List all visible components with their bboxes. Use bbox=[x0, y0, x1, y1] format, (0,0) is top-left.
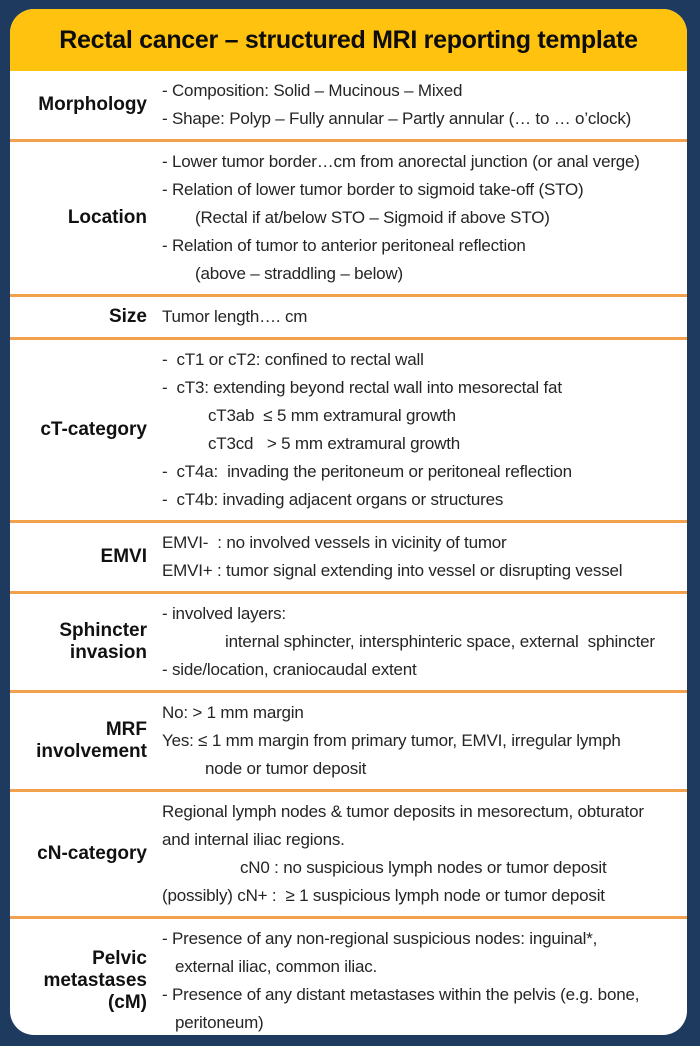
row-line: node or tumor deposit bbox=[205, 759, 367, 778]
row-line: - Shape: Polyp – Fully annular – Partly annular (… to … o’clock) bbox=[162, 109, 632, 128]
row-label-emvi: EMVI bbox=[100, 546, 147, 567]
row-line: cT3ab ≤ 5 mm extramural growth bbox=[208, 406, 456, 425]
row-line: cT3cd > 5 mm extramural growth bbox=[208, 434, 460, 453]
row-line: external iliac, common iliac. bbox=[175, 957, 378, 976]
report-table bbox=[10, 71, 687, 1035]
row-line: (above – straddling – below) bbox=[195, 264, 403, 283]
row-content-morphology bbox=[162, 77, 687, 133]
row-label-ct-category: cT-category bbox=[40, 419, 147, 440]
report-card bbox=[10, 9, 687, 1035]
row-line: Tumor length…. cm bbox=[162, 307, 308, 326]
row-ct-category bbox=[10, 337, 687, 520]
row-line: - involved layers: bbox=[162, 604, 286, 623]
row-label-sphincter-invasion: Sphincter invasion bbox=[59, 620, 147, 663]
row-label-cn-category: cN-category bbox=[37, 843, 147, 864]
row-content-sphincter-invasion bbox=[162, 600, 687, 684]
row-emvi bbox=[10, 520, 687, 591]
row-line: peritoneum) bbox=[175, 1013, 264, 1032]
row-content-emvi bbox=[162, 529, 687, 585]
row-label-mrf-involvement: MRF involvement bbox=[36, 719, 147, 762]
row-pelvic-metastases-cm bbox=[10, 916, 687, 1035]
row-line: and internal iliac regions. bbox=[162, 830, 345, 849]
row-content-size bbox=[162, 303, 687, 331]
row-line: - Relation of lower tumor border to sigmoid take-off (STO) bbox=[162, 180, 584, 199]
row-line: - cT4a: invading the peritoneum or peritoneal reflection bbox=[162, 462, 572, 481]
row-line: cN0 : no suspicious lymph nodes or tumor deposit bbox=[240, 858, 607, 877]
row-content-pelvic-metastases-cm bbox=[162, 925, 687, 1035]
row-label-size: Size bbox=[108, 306, 147, 327]
row-line: - cT4b: invading adjacent organs or structures bbox=[162, 490, 504, 509]
row-label-morphology: Morphology bbox=[38, 94, 147, 115]
row-line: EMVI+ : tumor signal extending into vessel or disrupting vessel bbox=[162, 561, 623, 580]
row-line: Regional lymph nodes & tumor deposits in mesorectum, obturator bbox=[162, 802, 644, 821]
row-line: - Relation of tumor to anterior peritoneal reflection bbox=[162, 236, 526, 255]
row-line: EMVI- : no involved vessels in vicinity of tumor bbox=[162, 533, 507, 552]
row-size bbox=[10, 294, 687, 337]
row-sphincter-invasion bbox=[10, 591, 687, 690]
page-title: Rectal cancer – structured MRI reporting template bbox=[59, 25, 638, 54]
row-line: - cT1 or cT2: confined to rectal wall bbox=[162, 350, 424, 369]
row-line: - side/location, craniocaudal extent bbox=[162, 660, 417, 679]
report-header bbox=[10, 9, 687, 71]
row-line: - Lower tumor border…cm from anorectal junction (or anal verge) bbox=[162, 152, 640, 171]
row-line: (possibly) cN+ : ≥ 1 suspicious lymph node or tumor deposit bbox=[162, 886, 605, 905]
row-mrf-involvement bbox=[10, 690, 687, 789]
row-location bbox=[10, 139, 687, 294]
row-label-pelvic-metastases-cm: Pelvic metastases (cM) bbox=[43, 948, 147, 1013]
row-line: - Composition: Solid – Mucinous – Mixed bbox=[162, 81, 463, 100]
row-label-location: Location bbox=[67, 207, 147, 228]
row-content-cn-category bbox=[162, 798, 687, 910]
row-content-location bbox=[162, 148, 687, 288]
row-line: - cT3: extending beyond rectal wall into mesorectal fat bbox=[162, 378, 562, 397]
row-line: Yes: ≤ 1 mm margin from primary tumor, EMVI, irregular lymph bbox=[162, 731, 621, 750]
row-morphology bbox=[10, 71, 687, 139]
row-cn-category bbox=[10, 789, 687, 916]
row-content-ct-category bbox=[162, 346, 687, 514]
row-line: internal sphincter, intersphinteric space, external sphincter bbox=[225, 632, 655, 651]
row-line: - Presence of any non-regional suspicious nodes: inguinal*, bbox=[162, 929, 598, 948]
row-content-mrf-involvement bbox=[162, 699, 687, 783]
row-line: (Rectal if at/below STO – Sigmoid if above STO) bbox=[195, 208, 550, 227]
row-line: No: > 1 mm margin bbox=[162, 703, 304, 722]
row-line: - Presence of any distant metastases within the pelvis (e.g. bone, bbox=[162, 985, 640, 1004]
